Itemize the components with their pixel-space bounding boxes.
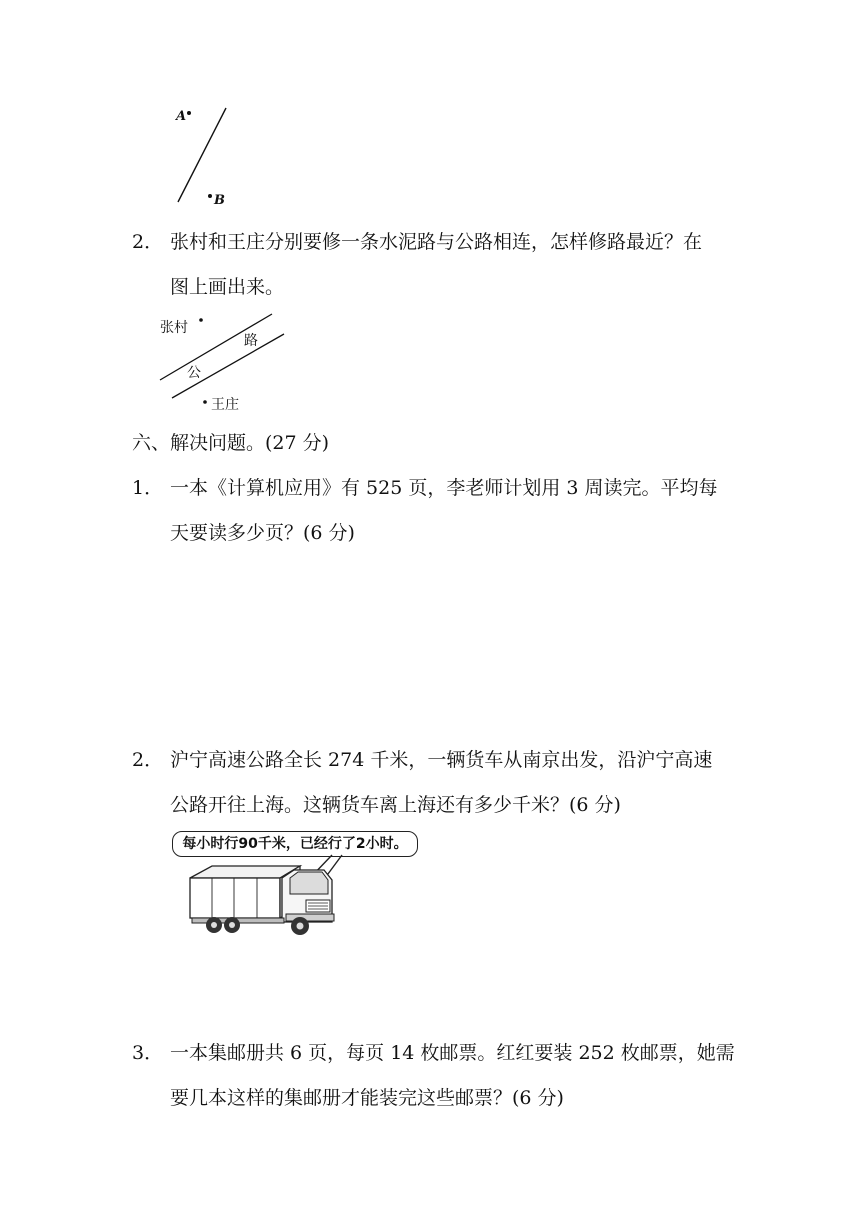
- village-dot-zhangcun: [199, 318, 203, 322]
- point-b-label: B: [214, 193, 225, 208]
- problem-3-number: 3．: [132, 1042, 164, 1064]
- problem-2-line-1: [132, 748, 712, 772]
- village-label-zhangcun: 张村: [160, 320, 188, 336]
- truck-icon: [182, 852, 362, 942]
- question-2-number: 2．: [132, 231, 164, 253]
- problem-1-text-1: 一本《计算机应用》有 525 页，李老师计划用 3 周读完。平均每: [170, 477, 718, 499]
- question-2-text-2: 图上画出来。: [170, 276, 285, 298]
- problem-1-text-2: 天要读多少页？(6 分): [170, 522, 355, 544]
- village-dot-wangzhuang: [203, 400, 207, 404]
- point-a-label: A: [176, 109, 187, 124]
- truck-speech-text: 每小时行90千米，已经行了2小时。: [182, 836, 408, 852]
- point-b-dot: [208, 194, 212, 198]
- problem-3-text-1: 一本集邮册共 6 页，每页 14 枚邮票。红红要装 252 枚邮票，她需: [170, 1042, 735, 1064]
- truck-illustration: [182, 852, 362, 942]
- problem-2-line-2: [170, 793, 621, 817]
- question-2-line-1: [132, 230, 702, 254]
- question-2-text-1: 张村和王庄分别要修一条水泥路与公路相连，怎样修路最近？在: [170, 231, 703, 253]
- point-a-dot: [187, 111, 191, 115]
- problem-3-line-2: [170, 1086, 564, 1110]
- village-label-wangzhuang: 王庄: [211, 397, 239, 413]
- problem-2-text-1: 沪宁高速公路全长 274 千米，一辆货车从南京出发，沿沪宁高速: [170, 749, 713, 771]
- road-label-gong: 公: [187, 365, 201, 381]
- section-6-title: 六、解决问题。(27 分): [132, 432, 330, 454]
- problem-1-line-2: [170, 521, 355, 545]
- figure-points-line: [170, 100, 250, 212]
- question-2-line-2: [170, 275, 284, 299]
- problem-2-number: 2．: [132, 749, 164, 771]
- figure-village-road: [156, 308, 286, 414]
- problem-1-line-1: [132, 476, 718, 500]
- problem-2-text-2: 公路开往上海。这辆货车离上海还有多少千米？(6 分): [170, 794, 621, 816]
- problem-3-text-2: 要几本这样的集邮册才能装完这些邮票？(6 分): [170, 1087, 564, 1109]
- road-label-lu: 路: [244, 333, 258, 349]
- problem-3-line-1: [132, 1041, 735, 1065]
- problem-1-number: 1．: [132, 477, 164, 499]
